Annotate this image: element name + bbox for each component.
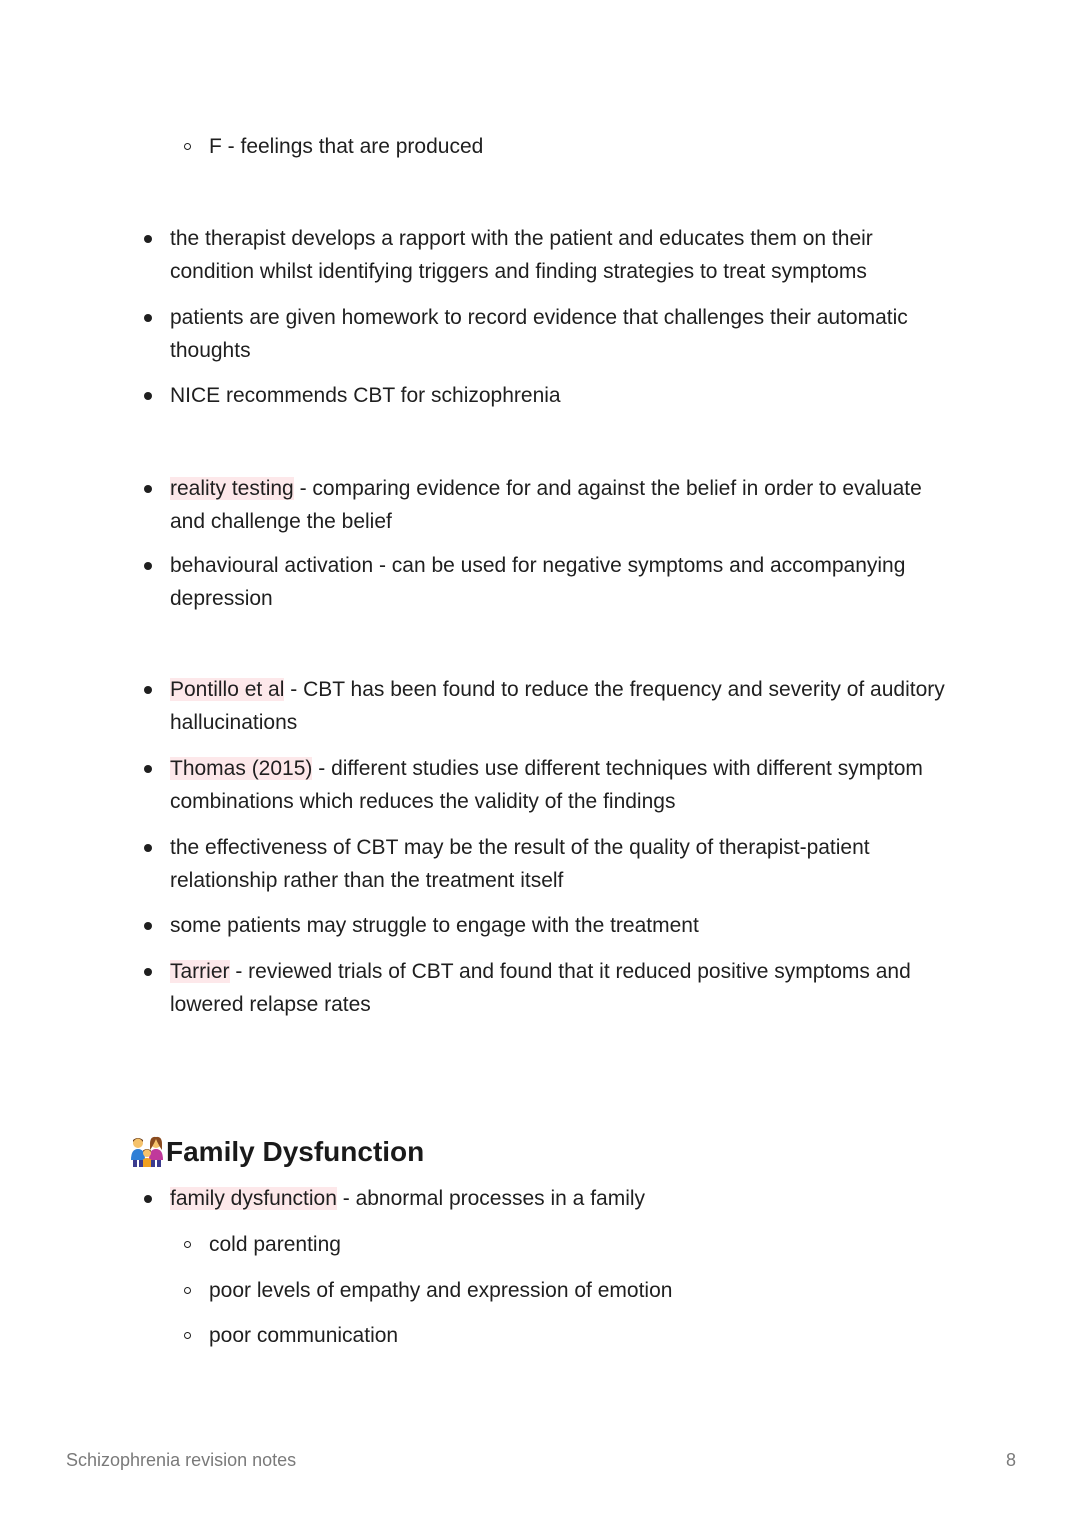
term-reality-testing: reality testing bbox=[170, 477, 294, 500]
bullet-text: - abnormal processes in a family bbox=[336, 1187, 646, 1210]
bullet-text: - comparing evidence for and against the belief in order to evaluate and challenge the belief bbox=[170, 477, 922, 533]
bullet-rapport: the therapist develops a rapport with the patient and educates them on their condition whilst identifying triggers and finding strategies to treat symptoms bbox=[170, 227, 873, 283]
sub-bullet-marker bbox=[184, 1287, 191, 1294]
bullet-text: - CBT has been found to reduce the frequency and severity of auditory hallucinations bbox=[170, 678, 945, 734]
bullet-marker bbox=[144, 922, 152, 930]
bullet-marker bbox=[144, 485, 152, 493]
bullet-homework: patients are given homework to record evidence that challenges their automatic thoughts bbox=[170, 306, 908, 362]
sub-bullet-feelings: F - feelings that are produced bbox=[209, 135, 484, 158]
bullet-marker bbox=[144, 1195, 152, 1203]
term-pontillo: Pontillo et al bbox=[170, 678, 285, 701]
bullet-marker bbox=[144, 562, 152, 570]
bullet-marker bbox=[144, 765, 152, 773]
bullet-marker bbox=[144, 235, 152, 243]
bullet-pontillo bbox=[170, 673, 960, 739]
bullet-reality-testing bbox=[170, 472, 960, 538]
sub-bullet-empathy: poor levels of empathy and expression of emotion bbox=[209, 1279, 673, 1302]
bullet-text: - reviewed trials of CBT and found that it reduced positive symptoms and lowered relapse rates bbox=[170, 960, 911, 1016]
heading-text: Family Dysfunction bbox=[166, 1136, 425, 1167]
term-tarrier: Tarrier bbox=[170, 960, 230, 983]
footer-document-title: Schizophrenia revision notes bbox=[66, 1450, 297, 1470]
footer-page-number: 8 bbox=[1005, 1450, 1016, 1470]
bullet-thomas bbox=[170, 752, 960, 818]
term-thomas: Thomas (2015) bbox=[170, 757, 313, 780]
bullet-marker bbox=[144, 686, 152, 694]
bullet-engagement: some patients may struggle to engage with the treatment bbox=[170, 914, 699, 937]
bullet-marker bbox=[144, 968, 152, 976]
bullet-tarrier bbox=[170, 955, 960, 1021]
term-family-dysfunction: family dysfunction bbox=[170, 1187, 337, 1210]
bullet-marker bbox=[144, 392, 152, 400]
bullet-text: - different studies use different techniques with different symptom combinations which reduces the validity of the findings bbox=[170, 757, 923, 813]
bullet-marker bbox=[144, 314, 152, 322]
sub-bullet-communication: poor communication bbox=[209, 1324, 399, 1347]
bullet-marker bbox=[144, 844, 152, 852]
sub-bullet-marker bbox=[184, 1241, 191, 1248]
family-icon bbox=[130, 1136, 164, 1168]
sub-bullet-marker bbox=[184, 143, 191, 150]
section-heading-family-dysfunction bbox=[130, 1134, 424, 1170]
sub-bullet-marker bbox=[184, 1332, 191, 1339]
bullet-nice: NICE recommends CBT for schizophrenia bbox=[170, 384, 561, 407]
bullet-effectiveness: the effectiveness of CBT may be the result of the quality of therapist-patient relationship rather than the treatment itself bbox=[170, 836, 870, 892]
bullet-behavioural-activation: behavioural activation - can be used for negative symptoms and accompanying depression bbox=[170, 554, 906, 610]
sub-bullet-cold-parenting: cold parenting bbox=[209, 1233, 341, 1256]
bullet-family-dysfunction bbox=[170, 1182, 960, 1215]
